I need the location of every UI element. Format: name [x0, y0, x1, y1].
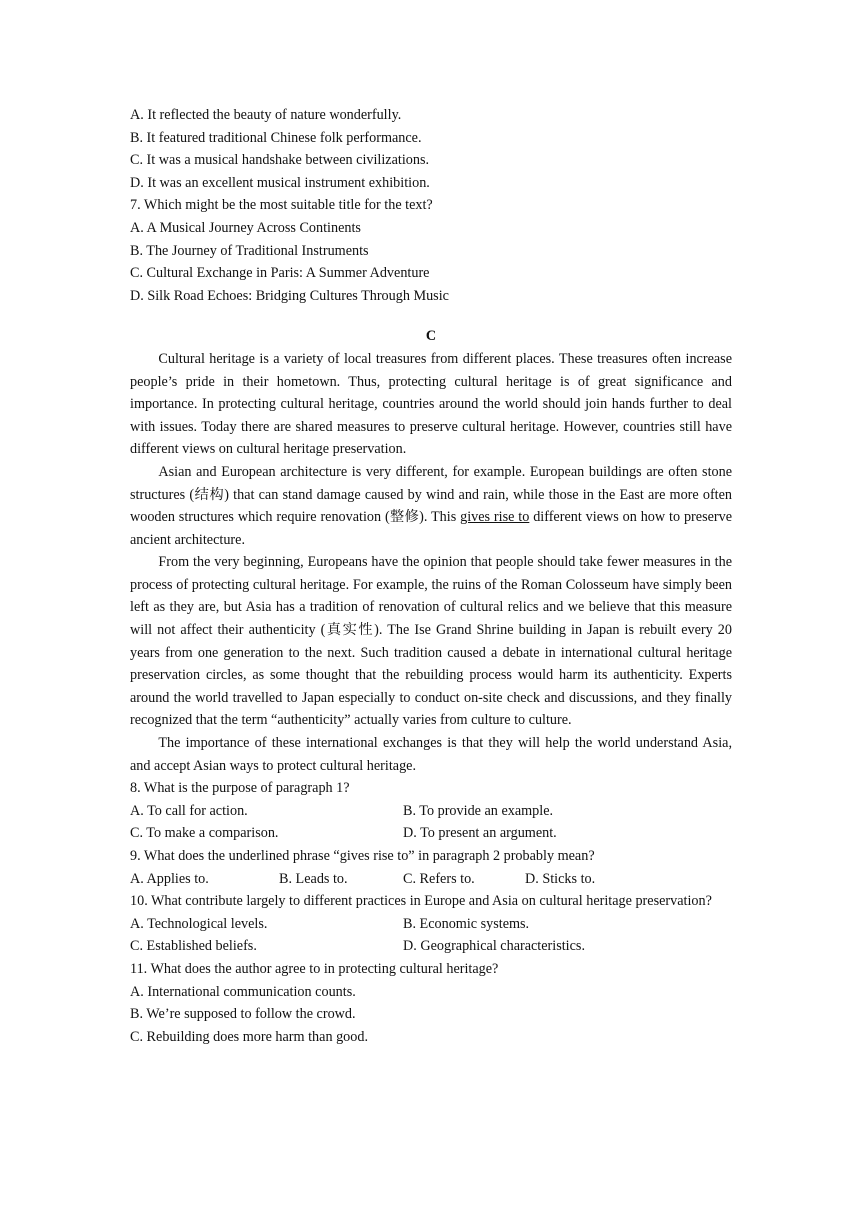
q8-option-b: B. To provide an example.	[403, 802, 554, 819]
q7-option-d: D. Silk Road Echoes: Bridging Cultures Through Music	[130, 287, 449, 304]
q10-option-b: B. Economic systems.	[403, 915, 530, 932]
q11-option-a: A. International communication counts.	[130, 983, 356, 1000]
q9-question: 9. What does the underlined phrase “gives rise to” in paragraph 2 probably mean?	[130, 848, 595, 864]
paragraph-4: The importance of these international exchanges is that they will help the world understand Asia, and accept Asian ways to protect cultural heritage.	[130, 735, 732, 774]
q10-options-row-1	[130, 913, 732, 936]
paragraph-1: Cultural heritage is a variety of local treasures from different places. These treasures often increase people’s pride in their hometown. Thus, protecting cultural heritage is of great significance and importance. In protecting cultural heritage, countries around the world should join hands further to deal with issues. Today there are shared measures to preserve cultural heritage. However, countries still have different views on cultural heritage preservation.	[130, 350, 732, 458]
q8-option-c: C. To make a comparison.	[130, 825, 279, 842]
q10-options-row-2	[130, 935, 732, 958]
q7-option-c: C. Cultural Exchange in Paris: A Summer Adventure	[130, 265, 430, 282]
q6-option-a: A. It reflected the beauty of nature wonderfully.	[130, 107, 402, 123]
q8-option-a: A. To call for action.	[130, 802, 248, 819]
q6-option-c: C. It was a musical handshake between civilizations.	[130, 152, 430, 169]
q10-option-c: C. Established beliefs.	[130, 938, 257, 955]
q11-question: 11. What does the author agree to in protecting cultural heritage?	[130, 960, 499, 977]
q9-option-b: B. Leads to.	[279, 870, 348, 887]
q6-option-d: D. It was an excellent musical instrument exhibition.	[130, 174, 430, 191]
q8-question: 8. What is the purpose of paragraph 1?	[130, 780, 350, 797]
q7-question: 7. Which might be the most suitable title for the text?	[130, 197, 433, 214]
q8-options-row-1	[130, 800, 732, 823]
q8-option-d: D. To present an argument.	[403, 825, 557, 842]
paragraph-3: From the very beginning, Europeans have the opinion that people should take fewer measures in the process of protecting cultural heritage. For example, the ruins of the Roman Colosseum have simply been left as they are, but Asia has a tradition of renovation of cultural relics and we believe that this measure will not affect their authenticity (真实性). The Ise Grand Shrine building in Japan is rebuilt every 20 years from one generation to the next. Such tradition caused a debate in international cultural heritage preservation circles, as some thought that the rebuilding process would harm its authenticity. Experts around the world travelled to Japan especially to conduct on-site check and discussions, and they finally recognized that the term “authenticity” actually varies from culture to culture.	[130, 554, 732, 729]
section-heading: C	[425, 328, 437, 345]
q8-options-row-2	[130, 822, 732, 845]
q9-option-a: A. Applies to.	[130, 870, 209, 887]
q11-option-c: C. Rebuilding does more harm than good.	[130, 1028, 369, 1045]
q9-options-row	[130, 868, 732, 891]
q10-option-d: D. Geographical characteristics.	[403, 938, 585, 955]
paragraph-2-part-b: different views on how to preserve ancient architecture.	[130, 509, 732, 548]
q9-option-c: C. Refers to.	[403, 870, 475, 887]
document-page	[130, 104, 732, 1048]
paragraph-2-part-a: Asian and European architecture is very different, for example. European buildings are often stone structures (结构) that can stand damage caused by wind and rain, while those in the East are more often wooden structures which require renovation (整修). This	[130, 463, 732, 526]
q11-option-b: B. We’re supposed to follow the crowd.	[130, 1006, 356, 1023]
q7-option-b: B. The Journey of Traditional Instruments	[130, 242, 369, 259]
q6-option-b: B. It featured traditional Chinese folk performance.	[130, 129, 422, 146]
underlined-phrase: gives rise to	[460, 509, 530, 526]
q9-option-d: D. Sticks to.	[525, 870, 596, 887]
paragraph-2	[130, 461, 732, 551]
q7-option-a: A. A Musical Journey Across Continents	[130, 219, 361, 236]
q10-question: 10. What contribute largely to different practices in Europe and Asia on cultural heritage preservation?	[130, 893, 712, 910]
q10-option-a: A. Technological levels.	[130, 915, 268, 932]
